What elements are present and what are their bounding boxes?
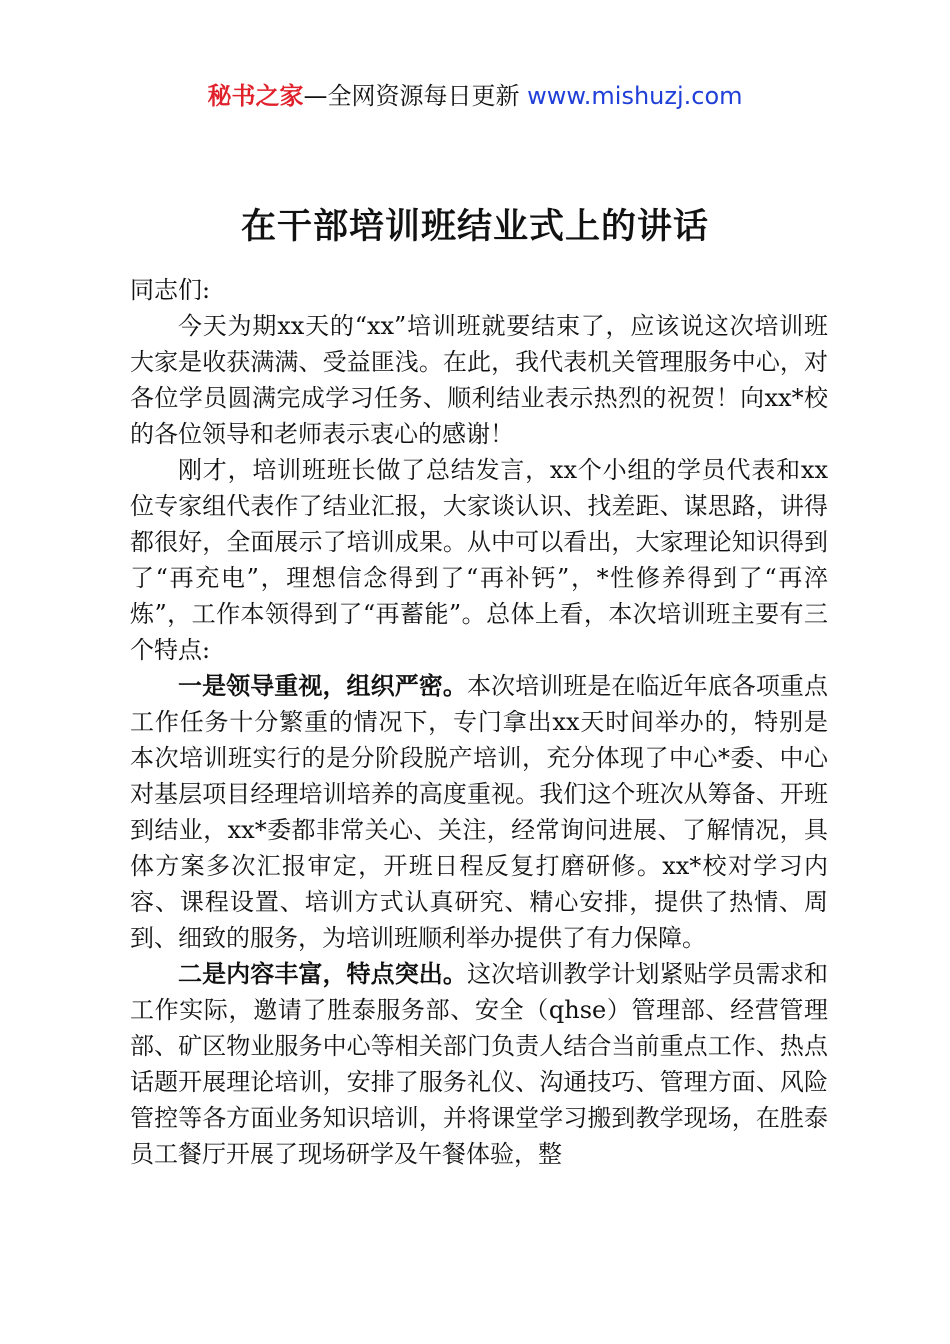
paragraph-text: 今天为期xx天的“xx”培训班就要结束了，应该说这次培训班大家是收获满满、受益匪浅。在此，我代表机关管理服务中心，对各位学员圆满完成学习任务、顺利结业表示热烈的祝贺！向xx*校的各位领导和老师表示衷心的感谢！: [130, 312, 828, 448]
paragraph-text: 本次培训班是在临近年底各项重点工作任务十分繁重的情况下，专门拿出xx天时间举办的，特别是本次培训班实行的是分阶段脱产培训，充分体现了中心*委、中心对基层项目经理培训培养的高度重视。我们这个班次从筹备、开班到结业，xx*委都非常关心、关注，经常询问进展、了解情况，具体方案多次汇报审定，开班日程反复打磨研修。xx*校对学习内容、课程设置、培训方式认真研究、精心安排，提供了热情、周到、细致的服务，为培训班顺利举办提供了有力保障。: [130, 672, 829, 952]
paragraph-lead: 一是领导重视，组织严密。: [178, 671, 467, 700]
site-url-link[interactable]: www.mishuzj.com: [527, 82, 743, 110]
site-brand: 秘书之家: [207, 82, 304, 110]
document-body: [130, 272, 828, 1172]
paragraph-text: 刚才，培训班班长做了总结发言，xx个小组的学员代表和xx位专家组代表作了结业汇报，大家谈认识、找差距、谋思路，讲得都很好，全面展示了培训成果。从中可以看出，大家理论知识得到了“再充电”，理想信念得到了“再补钙”，*性修养得到了“再淬炼”，工作本领得到了“再蓄能”。总体上看，本次培训班主要有三个特点:: [130, 456, 828, 664]
paragraph-lead: 二是内容丰富，特点突出。: [178, 959, 467, 988]
paragraph-point-two: [130, 956, 828, 1172]
site-header: [0, 80, 950, 112]
salutation: 同志们:: [130, 276, 211, 304]
document-title: 在干部培训班结业式上的讲话: [240, 206, 709, 248]
paragraph-summary: [130, 452, 828, 668]
paragraph-text: 这次培训教学计划紧贴学员需求和工作实际，邀请了胜泰服务部、安全（qhse）管理部、经营管理部、矿区物业服务中心等相关部门负责人结合当前重点工作、热点话题开展理论培训，安排了服务礼仪、沟通技巧、管理方面、风险管控等各方面业务知识培训，并将课堂学习搬到教学现场，在胜泰员工餐厅开展了现场研学及午餐体验，整: [130, 960, 829, 1168]
paragraph-opening: [130, 308, 828, 452]
site-tagline: —全网资源每日更新: [303, 82, 520, 110]
paragraph-point-one: [130, 668, 828, 956]
